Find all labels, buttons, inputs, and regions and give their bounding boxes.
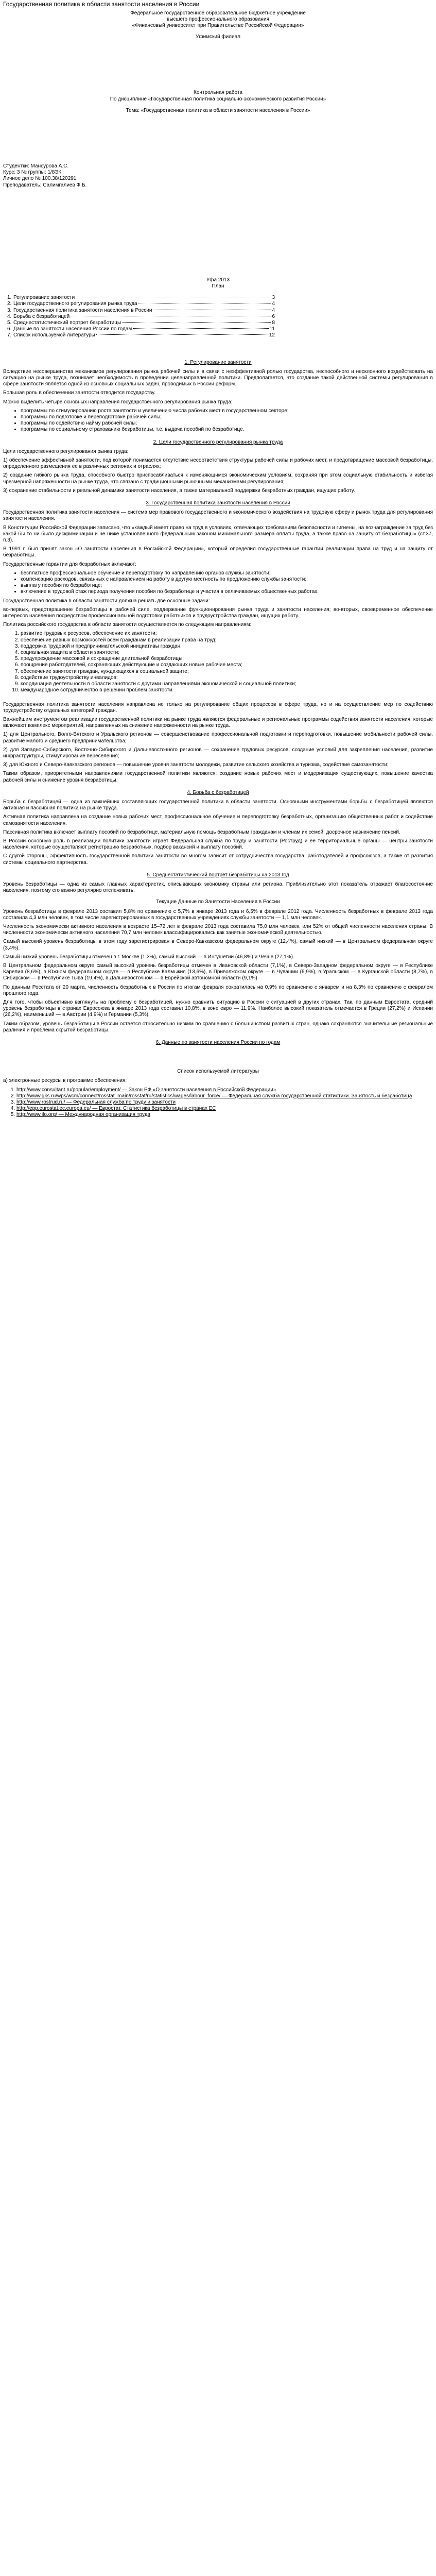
- list-item: 5. предупреждение массовой и сокращение длительной безработицы;: [21, 656, 433, 662]
- toc-item[interactable]: 5. Среднестатистический портрет безработицы 8: [7, 319, 275, 326]
- list-item: 3. поддержка трудовой и предпринимательской инициативы граждан;: [21, 643, 433, 650]
- section-2-heading: 2. Цели государственного регулирования рынка труда: [153, 439, 283, 445]
- paragraph: Государственная политика в области занятости должна решать две основные задачи:: [3, 598, 210, 604]
- work-type: Контрольная работа: [194, 90, 242, 96]
- list-item: • программы по социальному страхованию безработицы, т.е. выдача пособий по безработице.: [21, 427, 433, 433]
- toc-item[interactable]: 4. Борьба с безработицей 6: [7, 313, 275, 319]
- teacher-name: Преподаватель: Салимгалиев Ф.Б.: [3, 182, 87, 188]
- paragraph: В 1991 г. был принят закон «О занятости населения в Российской Федерации», который определил государственные гарантии реализации права на труд и на защиту от безработицы.: [3, 546, 433, 558]
- bullet-list: [3, 408, 433, 433]
- education-line: высшего профессионального образования: [167, 16, 269, 22]
- reference-link[interactable]: 2. http://www.gks.ru/wps/wcm/connect/rosstat_main/rosstat/ru/statistics/wages/labour_force/ — Федеральная служба государственной статистики. Занятость и безработица: [16, 1093, 433, 1099]
- reference-link[interactable]: 3. http://www.rostrud.ru/ — Федеральная служба по труду и занятости: [16, 1099, 433, 1106]
- city-year: Уфа 2013: [206, 277, 230, 283]
- paragraph: 1) обеспечение эффективной занятости, под которой понимается отсутствие несоответствия структуры рабочей силы и рабочих мест, и предотвращение массовой безработицы, определенного размещения ее в различных регионах и отраслях;: [3, 457, 433, 470]
- list-item: • бесплатное профессиональное обучение и переподготовку по направлению органов службы занятости;: [21, 570, 433, 577]
- student-course: Курс: 3 № группы: 1/8ЭК: [3, 170, 62, 176]
- paragraph: Государственная политика занятости населения — система мер правового государственного и экономического воздействия на трудовую сферу и рынок труда для регулирования занятости населения.: [3, 510, 433, 522]
- paragraph: Важнейшим инструментом реализации государственной политики на рынке труда являются федеральные и региональные программы содействия занятости населения, которые включают комплекс мероприятий, направленных на снижение напряженности на рынке труда.: [3, 716, 433, 729]
- paragraph: Активная политика направлена на создание новых рабочих мест, профессиональное обучение и переподготовку безработных, организацию общественных работ и содействие самозанятости населения.: [3, 814, 433, 826]
- paragraph: 3) для Южного и Северо-Кавказского регионов — повышение уровня занятости молодежи, развитие сельского хозяйства и туризма, содействие самозанятости;: [3, 762, 389, 768]
- toc-item[interactable]: 7. Список используемой литературы 12: [7, 332, 275, 338]
- paragraph: В Конституции Российской Федерации записано, что «каждый имеет право на труд в условиях, отвечающих требованиям безопасности и гигиены, на вознаграждение за труд без какой бы то ни было дискриминации и не ниже установленного федеральным законом минимального размера оплаты труда, а также право на защиту от безработицы» (ст.37, п.3).: [3, 524, 433, 544]
- references-heading: Список используемой литературы: [177, 1069, 259, 1075]
- list-item: • включение в трудовой стаж периода получения пособия по безработице и участия в оплачиваемых общественных работах.: [21, 589, 433, 595]
- list-item: 10. международное сотрудничество в решении проблем занятости.: [21, 687, 433, 693]
- paragraph: Уровень безработицы — одна из самых главных характеристик, описывающих экономику страны или региона. Приблизительно этот показатель отражает благосостояние населения, поэтому его важно регулярно отслеживать.: [3, 881, 433, 894]
- list-item: 7. обеспечение занятости граждан, нуждающихся в социальной защите;: [21, 669, 433, 675]
- paragraph: 3) сохранение стабильности и реальной динамики занятости населения, а также материальной поддержки безработных граждан, ищущих работу.: [3, 487, 355, 494]
- section-3-heading: 3. Государственная политика занятости населения в России: [146, 500, 290, 506]
- subheading: Текущие Данные по Занятости Населения в России: [156, 899, 280, 905]
- list-item: • выплату пособия по безработице;: [21, 583, 433, 589]
- paragraph: во-первых, предотвращение безработицы в рабочей силе, поддержание функционирования рынка труда и занятости населения; во-вторых, своевременное обеспечение интересов населения посредством профессиональной подготовки работников и трудоустройства граждан, ищущих работу.: [3, 606, 433, 619]
- list-item: • компенсацию расходов, связанных с направлением на работу в другую местность по предложению службы занятости;: [21, 577, 433, 583]
- paragraph: Для того, чтобы объективно взглянуть на проблему с безработицей, нужно сравнить ситуацию в России с ситуацией в других странах. Так, по данным Евростата, средний уровень безработицы в странах Евросоюза в январе 2013 года составил 10,8%, в зоне евро — 11,9%. Наиболее высокий показатель отмечается в Греции (27,2%) и Испании (26,2%), наименьший — в Австрии (4,9%) и Германии (5,3%).: [3, 999, 433, 1018]
- paragraph: Можно выделить четыре основных направления государственного регулирования рынка труда:: [3, 399, 233, 405]
- paragraph: Численность экономически активного населения в возрасте 15–72 лет в феврале 2013 года составила 75,0 млн человек, или 52% от общей численности населения страны. В численности экономически активного населения 70,7 млн человек классифицировались как занятые экономической деятельностью.: [3, 923, 433, 936]
- document-title: Государственная политика в области занятости населения в России: [3, 1, 200, 8]
- section-5-heading: 5. Среднестатистический портрет безработицы на 2013 год: [147, 872, 289, 878]
- university-line: «Финансовый университет при Правительстве Российской Федерации»: [132, 22, 304, 28]
- paragraph: Пассивная политика включает выплату пособий по безработице, материальную помощь безработным гражданам и членам их семей, досрочное назначение пенсий.: [3, 829, 400, 835]
- paragraph: Большая роль в обеспечении занятости отводится государству.: [3, 390, 155, 396]
- paragraph: По данным Росстата от 20 марта, численность безработных в России по итогам февраля сократилась на 0,9% по сравнению с январем и на 8,3% по сравнению с февралем прошлого года.: [3, 984, 433, 996]
- student-book: Личное дело № 100.38/120291: [3, 176, 77, 182]
- section-4-heading: 4. Борьба с безработицей: [187, 789, 249, 795]
- student-name: Студентки: Мансурова А.С.: [3, 163, 69, 169]
- numbered-list: [3, 631, 433, 693]
- list-item: • программы по стимулированию роста занятости и увеличению числа рабочих мест в государственном секторе;: [21, 408, 433, 414]
- plan-title: План: [212, 283, 224, 289]
- paragraph: 2) создание гибкого рынка труда, способного быстро приспосабливаться к изменяющимся экономическим условиям, сохраняя при этом социальную стабильность и избегая чрезмерной напряженности на рынке труда, что связано с традиционными рыночными механизмами регулирования;: [3, 472, 433, 485]
- reference-link[interactable]: 1. http://www.consultant.ru/popular/employment/ — Закон РФ «О занятости населения в Российской Федерации»: [16, 1087, 433, 1093]
- paragraph: Государственная политика занятости населения направлена не только на регулирование общих процессов в сфере труда, но и на осуществление мер по содействию трудоустройству отдельных категорий граждан.: [3, 701, 433, 714]
- references-intro: а) электронные ресурсы в программе обеспечения:: [3, 1078, 127, 1084]
- paragraph: Самый высокий уровень безработицы в этом году зарегистрирован в Северо-Кавказском федеральном округе (12,4%), самый низкий — в Центральном федеральном округе (3,4%).: [3, 939, 433, 951]
- list-item: 1. развитие трудовых ресурсов, обеспечение их занятости;: [21, 631, 433, 637]
- paragraph: В России основную роль в реализации политики занятости играет Федеральная служба по труду и занятости (Роструд) и ее территориальные органы — центры занятости населения, которые осуществляют регистрацию безработных, подбор вакансий и выплату пособий.: [3, 838, 433, 851]
- list-item: 4. социальная защита в области занятости;: [21, 650, 433, 656]
- discipline-line: По дисциплине «Государственная политика социально-экономического развития России»: [110, 96, 326, 102]
- list-item: 9. координация деятельности в области занятости с другими направлениями экономической и социальной политики;: [21, 681, 433, 687]
- list-item: 2. обеспечение равных возможностей всем гражданам в реализации права на труд;: [21, 637, 433, 643]
- list-item: 6. поощрение работодателей, сохраняющих действующие и создающих новые рабочие места;: [21, 662, 433, 668]
- branch-line: Уфимский филиал: [196, 34, 240, 40]
- paragraph: Таким образом, уровень безработицы в России остается относительно низким по сравнению с большинством развитых стран, однако сохраняются значительные региональные различия и проблема скрытой безработицы.: [3, 1021, 433, 1033]
- paragraph: В Центральном федеральном округе самый высокий уровень безработицы отмечен в Ивановской области (7,1%), в Северо-Западном федеральном округе — в Республике Карелия (8,6%), в Южном федеральном округе — в Республике Калмыкия (13,6%), в Приволжском округе — в Чувашии (6,9%), в Уральском — в Курганской области (8,7%), в Сибирском — в Республике Тыва (19,4%), в Дальневосточном — в Еврейской автономной области (9,1%).: [3, 963, 433, 981]
- references-list: [3, 1087, 433, 1118]
- reference-link[interactable]: 5. http://www.ilo.org/ — Международная организация труда: [16, 1112, 433, 1118]
- topic-line: Тема: «Государственная политика в области занятости населения в России»: [126, 107, 310, 113]
- paragraph: Борьба с безработицей — одна из важнейших составляющих государственной политики в области занятости. Основными инструментами борьбы с безработицей являются активная и пассивная политика на рынке труда.: [3, 799, 433, 811]
- toc-item[interactable]: 2. Цели государственного регулирования рынка труда 4: [7, 301, 275, 307]
- paragraph: 1) для Центрального, Волго-Вятского и Уральского регионов — совершенствование профессиональной подготовки и переподготовки, повышение мобильности рабочей силы, развитие малого и среднего предпринимательства;: [3, 732, 433, 744]
- paragraph: Государственные гарантии для безработных включают:: [3, 561, 137, 567]
- toc-item[interactable]: 3. Государственная политика занятости населения в России 4: [7, 307, 275, 313]
- list-item: • программы по содействию найму рабочей силы;: [21, 420, 433, 427]
- paragraph: Уровень безработицы в феврале 2013 составил 5,8% по сравнению с 5,7% в январе 2013 года и 6,5% в феврале 2012 года. Численность безработных в феврале 2013 года составила 4,3 млн человек, в том числе зарегистрированных в государственных учреждениях службы занятости — 1,1 млн человек.: [3, 908, 433, 921]
- reference-link[interactable]: 4. http://epp.eurostat.ec.europa.eu/ — Евростат. Статистика безработицы в странах ЕС: [16, 1106, 433, 1112]
- paragraph: 2) для Западно-Сибирского, Восточно-Сибирского и Дальневосточного регионов — сохранение трудовых ресурсов, создание условий для закрепления населения, развитие инфраструктуры, стимулирование переселения;: [3, 747, 433, 759]
- paragraph: Самый низкий уровень безработицы отмечен в г. Москве (1,3%), самый высокий — в Ингушетии (46,8%) и Чечне (27,1%).: [3, 954, 294, 960]
- section-6-heading: 6. Данные по занятости населения России по годам: [155, 1040, 281, 1046]
- list-item: 8. содействие трудоустройству инвалидов;: [21, 675, 433, 681]
- paragraph: С другой стороны, эффективность государственной политики занятости во многом зависит от сотрудничества государства, работодателей и профсоюзов, а также от развития системы социального партнерства.: [3, 853, 433, 866]
- paragraph: Вследствие несовершенства механизмов регулирования рынка рабочей силы и в связи с неэффективной ролью государства, неспособного и несклонного воздействовать на ситуацию на рынке труда, возникает необходимость в проведении целенаправленной политики. Предполагается, что создание такой действенной системы регулирования в сфере занятости является одной из основных социальных задач, проводимых в России реформ.: [3, 368, 433, 387]
- ministry-line: Федеральное государственное образовательное бюджетное учреждение: [130, 10, 306, 16]
- list-item: • программы по подготовке и переподготовке рабочей силы;: [21, 414, 433, 420]
- paragraph: Таким образом, приоритетными направлениями государственной политики являются: создание новых рабочих мест и модернизация существующих, повышение качества рабочей силы и снижение уровня безработицы.: [3, 771, 433, 783]
- toc-item[interactable]: 1. Регулирование занятости 3: [7, 295, 275, 301]
- section-1-heading: 1. Регулирование занятости: [184, 359, 252, 365]
- paragraph: Цели государственного регулирования рынка труда:: [3, 448, 129, 454]
- bullet-list: [3, 570, 433, 596]
- paragraph: Политика российского государства в области занятости осуществляется по следующим направлениям:: [3, 622, 252, 628]
- toc-item[interactable]: 6. Данные по занятости населения России по годам 11: [7, 326, 275, 332]
- table-of-contents: [7, 295, 275, 338]
